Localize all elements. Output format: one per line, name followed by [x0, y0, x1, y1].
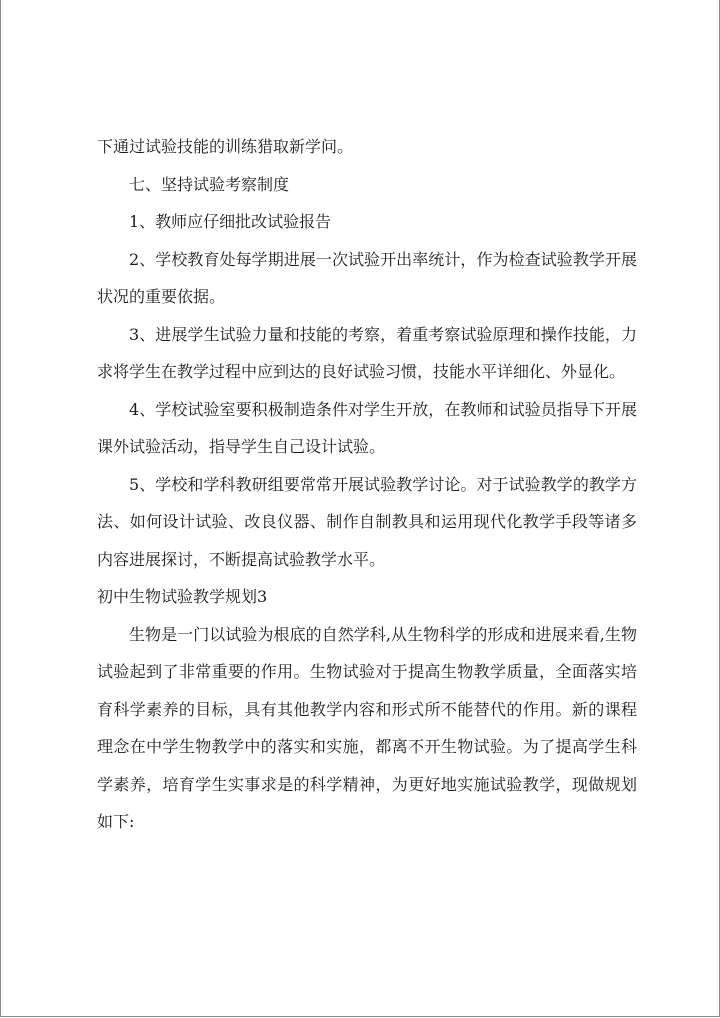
document-body	[97, 128, 637, 841]
section-heading-seven: 七、坚持试验考察制度	[129, 174, 290, 194]
document-title: 初中生物试验教学规划3	[97, 587, 268, 606]
list-item-2: 2、学校教育处每学期进展一次试验开出率统计，作为检查试验教学开展状况的重要依据。	[97, 249, 637, 306]
paragraph-continuation: 下通过试验技能的训练猎取新学问。	[97, 137, 354, 156]
list-item-3: 3、进展学生试验力量和技能的考察，着重考察试验原理和操作技能，力求将学生在教学过程中应到达的良好试验习惯，技能水平详细化、外显化。	[97, 324, 637, 381]
list-item-5: 5、学校和学科教研组要常常开展试验教学讨论。对于试验教学的教学方法、如何设计试验、改良仪器、制作自制教具和运用现代化教学手段等诸多内容进展探讨，不断提高试验教学水平。	[97, 474, 637, 569]
list-item-4: 4、学校试验室要积极制造条件对学生开放，在教师和试验员指导下开展课外试验活动，指导学生自己设计试验。	[97, 399, 637, 456]
intro-paragraph: 生物是一门以试验为根底的自然学科,从生物科学的形成和进展来看,生物试验起到了非常重要的作用。生物试验对于提高生物教学质量，全面落实培育科学素养的目标，具有其他教学内容和形式所不能替代的作用。新的课程理念在中学生物教学中的落实和实施，都离不开生物试验。为了提高学生科学素养，培育学生实事求是的科学精神，为更好地实施试验教学，现做规划如下:	[97, 624, 637, 831]
list-item-1: 1、教师应仔细批改试验报告	[129, 212, 332, 231]
